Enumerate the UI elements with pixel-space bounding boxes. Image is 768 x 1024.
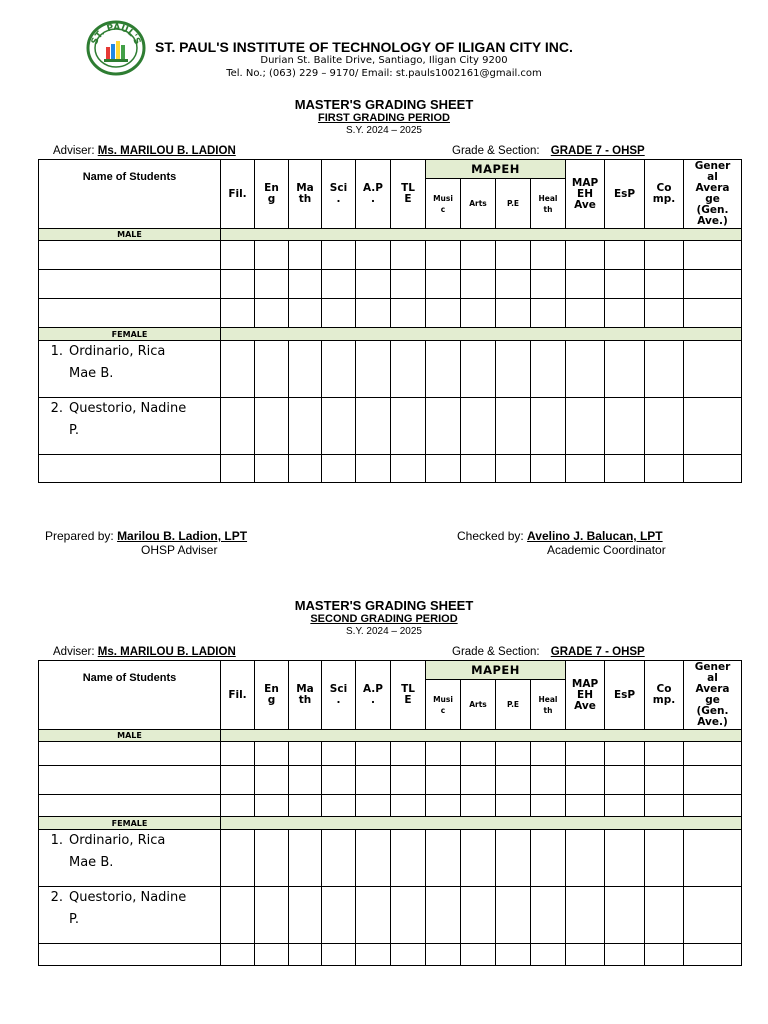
adviser-label: Adviser:	[53, 646, 95, 658]
table-row	[39, 241, 742, 270]
table-row	[39, 299, 742, 328]
adviser-name: Ms. MARILOU B. LADION	[97, 646, 236, 658]
grade-section-label: Grade & Section:	[452, 145, 540, 157]
female-label: FEMALE	[39, 817, 221, 830]
school-year: S.Y. 2024 – 2025	[346, 125, 422, 136]
header-arts: Arts	[461, 179, 496, 229]
grade-section-value: GRADE 7 - OHSP	[550, 646, 645, 658]
prepared-by-role: OHSP Adviser	[141, 543, 218, 557]
adviser-line	[53, 646, 236, 658]
grading-table-second	[38, 660, 742, 966]
header-mapeh: MAPEH	[426, 160, 566, 179]
table-row	[39, 341, 742, 398]
header-pe: P.E	[496, 179, 531, 229]
student-name: 2. Questorio, Nadine P.	[39, 887, 221, 944]
table-row	[39, 455, 742, 483]
header-arts: Arts	[461, 680, 496, 730]
sheet-title: MASTER'S GRADING SHEET	[294, 97, 474, 112]
student-name: 2. Questorio, Nadine P.	[39, 398, 221, 455]
header-name-of-students: Name of Students	[39, 160, 221, 229]
header-ap: A.P .	[356, 160, 391, 229]
table-row	[39, 795, 742, 817]
grade-section-line	[452, 646, 645, 658]
header-sci: Sci .	[322, 160, 356, 229]
table-row	[39, 398, 742, 455]
table-row	[39, 830, 742, 887]
checked-by-role: Academic Coordinator	[547, 543, 666, 557]
female-band	[39, 328, 742, 341]
header-general-average: Gener al Avera ge (Gen. Ave.)	[684, 160, 742, 229]
student-name: 1. Ordinario, Rica Mae B.	[39, 830, 221, 887]
female-label: FEMALE	[39, 328, 221, 341]
header-general-average: Gener al Avera ge (Gen. Ave.)	[684, 661, 742, 730]
prepared-by: Prepared by: Marilou B. Ladion, LPT	[45, 529, 248, 543]
checked-by-name: Avelino J. Balucan, LPT	[527, 529, 663, 543]
student-name: 1. Ordinario, Rica Mae B.	[39, 341, 221, 398]
school-name: ST. PAUL'S INSTITUTE OF TECHNOLOGY OF ILIGAN CITY INC.	[155, 39, 573, 55]
adviser-label: Adviser:	[53, 145, 95, 157]
table-row	[39, 270, 742, 299]
header-comp: Co mp.	[645, 661, 684, 730]
svg-text:ST. PAUL'S: ST. PAUL'S	[89, 22, 143, 47]
adviser-name: Ms. MARILOU B. LADION	[97, 145, 236, 157]
sheet-title: MASTER'S GRADING SHEET	[294, 598, 474, 613]
header-math: Ma th	[289, 661, 322, 730]
header-comp: Co mp.	[645, 160, 684, 229]
grade-section-value: GRADE 7 - OHSP	[550, 145, 645, 157]
table-row	[39, 887, 742, 944]
male-label: MALE	[39, 730, 221, 742]
table-row	[39, 766, 742, 795]
female-band	[39, 817, 742, 830]
grading-period: SECOND GRADING PERIOD	[310, 613, 458, 625]
header-math: Ma th	[289, 160, 322, 229]
checked-by: Checked by: Avelino J. Balucan, LPT	[457, 529, 663, 543]
header-sci: Sci .	[322, 661, 356, 730]
male-band	[39, 229, 742, 241]
grade-section-label: Grade & Section:	[452, 646, 540, 658]
header-health: Heal th	[531, 179, 566, 229]
header-tle: TL E	[391, 661, 426, 730]
header-health: Heal th	[531, 680, 566, 730]
male-band	[39, 730, 742, 742]
header-pe: P.E	[496, 680, 531, 730]
header-mapeh: MAPEH	[426, 661, 566, 680]
table-row	[39, 944, 742, 966]
prepared-by-name: Marilou B. Ladion, LPT	[117, 529, 248, 543]
header-fil: Fil.	[221, 160, 255, 229]
header-mapeh-ave: MAP EH Ave	[566, 160, 605, 229]
grade-section-line	[452, 145, 645, 157]
header-mapeh-ave: MAP EH Ave	[566, 661, 605, 730]
school-contact: Tel. No.; (063) 229 – 9170/ Email: st.pauls1002161@gmail.com	[226, 68, 542, 79]
male-label: MALE	[39, 229, 221, 241]
grading-period: FIRST GRADING PERIOD	[317, 112, 450, 124]
header-fil: Fil.	[221, 661, 255, 730]
adviser-line	[53, 145, 236, 157]
header-eng: En g	[255, 160, 289, 229]
header-eng: En g	[255, 661, 289, 730]
header-esp: EsP	[605, 661, 645, 730]
header-music: Musi c	[426, 179, 461, 229]
grading-table-first	[38, 159, 742, 483]
header-ap: A.P .	[356, 661, 391, 730]
school-year: S.Y. 2024 – 2025	[346, 626, 422, 637]
header-tle: TL E	[391, 160, 426, 229]
header-music: Musi c	[426, 680, 461, 730]
table-row	[39, 742, 742, 766]
header-name-of-students: Name of Students	[39, 661, 221, 730]
school-address: Durian St. Balite Drive, Santiago, Iligan City 9200	[260, 55, 508, 66]
header-esp: EsP	[605, 160, 645, 229]
